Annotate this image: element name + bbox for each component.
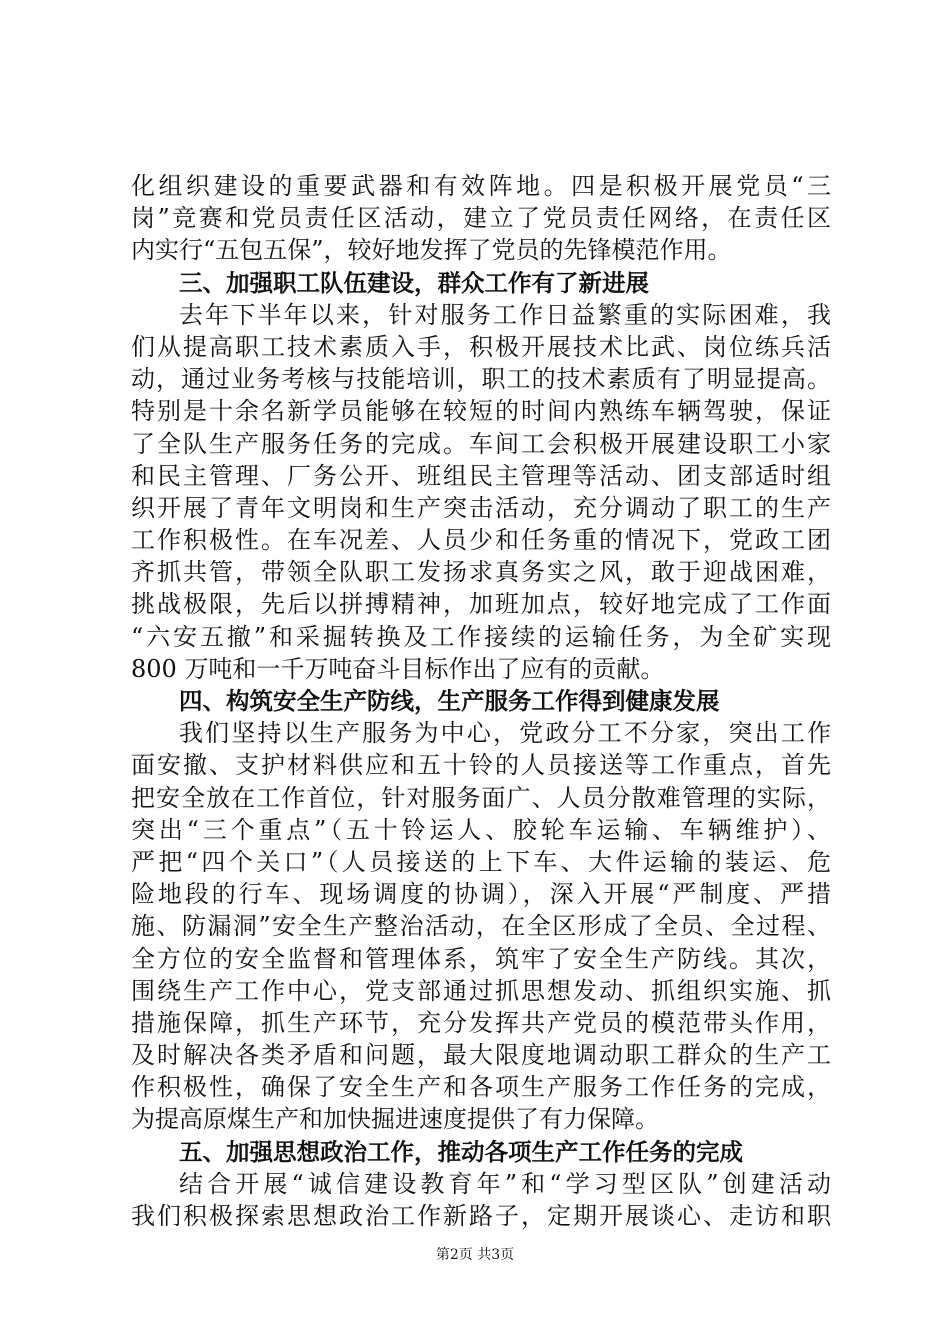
text-line: 内实行“五包五保”，较好地发挥了党员的先锋模范作用。 [131,236,732,265]
text-line: 措施保障，抓生产环节，充分发挥共产党员的模范带头作用， [131,1008,831,1037]
text-line: 挑战极限，先后以拼搏精神，加班加点，较好地完成了工作面 [131,590,831,619]
text-line: 突出“三个重点”（五十铃运人、胶轮车运输、车辆维护）、 [131,815,831,844]
text-line: 动，通过业务考核与技能培训，职工的技术素质有了明显提高。 [131,365,831,394]
text-line: 齐抓共管，带领全队职工发扬求真务实之风，敢于迎战困难， [131,558,831,587]
text-line: 作积极性，确保了安全生产和各项生产服务工作任务的完成， [131,1073,831,1102]
text-line: 织开展了青年文明岗和生产突击活动，充分调动了职工的生产 [131,493,831,522]
text-line: “六安五撤”和采掘转换及工作接续的运输任务，为全矿实现 [131,622,831,651]
text-line: 我们积极探索思想政治工作新路子，定期开展谈心、走访和职 [131,1202,831,1230]
text-line: 严把“四个关口”（人员接送的上下车、大件运输的装运、危 [131,847,831,876]
text-line: 全方位的安全监督和管理体系，筑牢了安全生产防线。其次， [131,944,831,973]
document-body [131,170,831,1232]
text-line: 围绕生产工作中心，党支部通过抓思想发动、抓组织实施、抓 [131,976,831,1005]
text-line: 化组织建设的重要武器和有效阵地。四是积极开展党员“三 [131,172,831,200]
text-line: 800 万吨和一千万吨奋斗目标作出了应有的贡献。 [131,654,665,683]
section-heading: 五、加强思想政治工作，推动各项生产工作任务的完成 [179,1137,743,1166]
text-line: 特别是十余名新学员能够在较短的时间内熟练车辆驾驶，保证 [131,397,831,426]
text-line: 险地段的行车、现场调度的协调），深入开展“严制度、严措 [131,880,831,909]
text-line: 了全队生产服务任务的完成。车间工会积极开展建设职工小家 [131,429,831,458]
text-line: 岗”竞赛和党员责任区活动，建立了党员责任网络，在责任区 [131,204,831,233]
text-line: 和民主管理、厂务公开、班组民主管理等活动、团支部适时组 [131,461,831,490]
text-line: 结合开展“诚信建设教育年”和“学习型区队”创建活动 [179,1169,831,1198]
text-line: 工作积极性。在车况差、人员少和任务重的情况下，党政工团 [131,526,831,555]
text-line: 为提高原煤生产和加快掘进速度提供了有力保障。 [131,1105,659,1134]
text-line: 们从提高职工技术素质入手，积极开展技术比武、岗位练兵活 [131,332,831,361]
text-line: 施、防漏洞”安全生产整治活动，在全区形成了全员、全过程、 [131,912,831,941]
section-heading: 三、加强职工队伍建设，群众工作有了新进展 [179,268,649,297]
text-line: 去年下半年以来，针对服务工作日益繁重的实际困难，我 [179,300,831,329]
text-line: 及时解决各类矛盾和问题，最大限度地调动职工群众的生产工 [131,1041,831,1070]
text-line: 我们坚持以生产服务为中心，党政分工不分家，突出工作 [179,719,831,748]
section-heading: 四、构筑安全生产防线，生产服务工作得到健康发展 [179,687,720,715]
text-line: 面安撤、支护材料供应和五十铃的人员接送等工作重点，首先 [131,751,831,780]
text-line: 把安全放在工作首位，针对服务面广、人员分散难管理的实际， [131,783,831,812]
page-footer: 第2页 共3页 [435,1247,515,1263]
